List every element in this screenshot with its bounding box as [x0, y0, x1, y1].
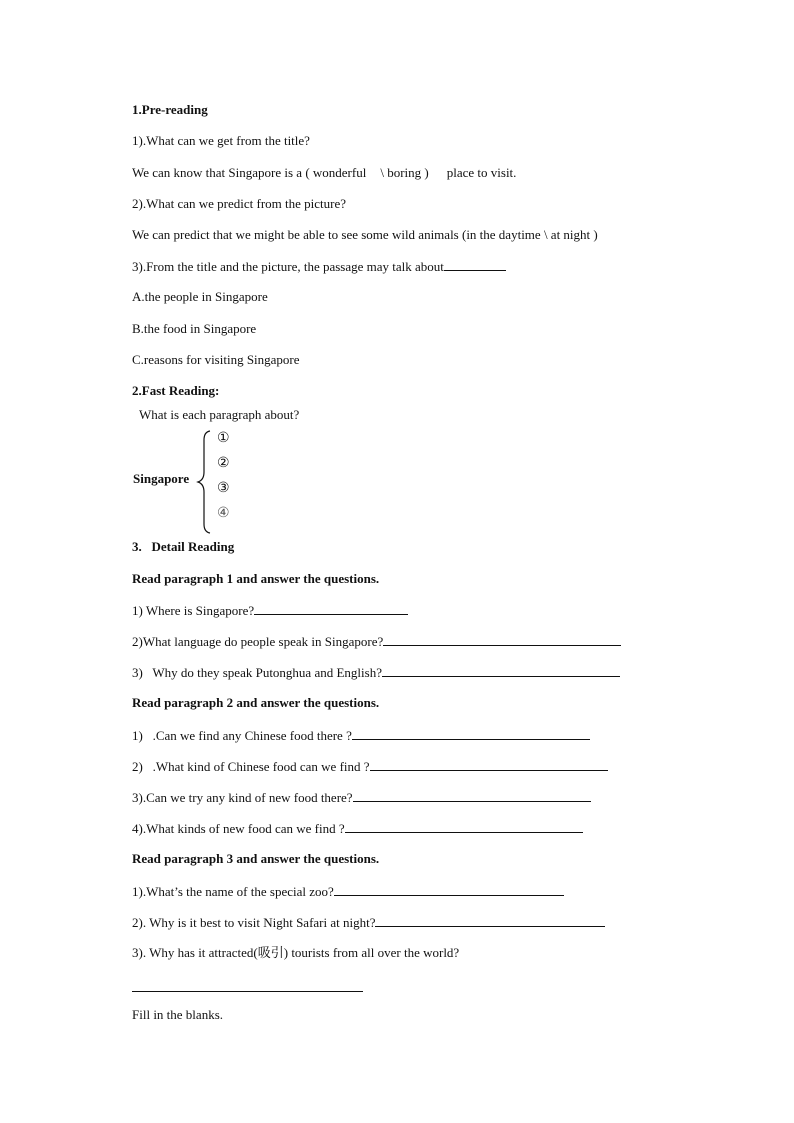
answer-blank[interactable]: [132, 991, 363, 992]
fill-in-blanks-instruction: Fill in the blanks.: [132, 1007, 223, 1022]
paragraph-marker-1: ①: [217, 431, 230, 446]
p1-question-1: [132, 602, 408, 619]
brace-label-singapore: Singapore: [133, 471, 190, 486]
p2-question-2-text: 2) .What kind of Chinese food can we find ?: [132, 759, 370, 774]
question-title: 1).What can we get from the title?: [132, 133, 310, 148]
answer-blank[interactable]: [334, 883, 564, 896]
answer-title-end: place to visit.: [446, 165, 517, 180]
paragraph-marker-2: ②: [217, 456, 230, 471]
section-heading-fast-reading: 2.Fast Reading:: [132, 383, 220, 398]
p3-question-1-text: 1).What’s the name of the special zoo?: [132, 884, 334, 899]
p1-question-1-text: 1) Where is Singapore?: [132, 603, 255, 618]
answer-title: [132, 165, 516, 181]
p2-question-2: [132, 758, 608, 775]
p2-question-3: [132, 789, 591, 806]
paragraph-2-heading: Read paragraph 2 and answer the questions.: [132, 695, 380, 710]
answer-blank[interactable]: [352, 727, 590, 740]
p2-question-4-text: 4).What kinds of new food can we find ?: [132, 821, 345, 836]
answer-blank[interactable]: [382, 664, 620, 677]
p3-question-1: [132, 883, 564, 900]
answer-title-start: We can know that Singapore is a ( wonderful: [132, 165, 367, 180]
answer-blank[interactable]: [370, 758, 608, 771]
paragraph-3-heading: Read paragraph 3 and answer the questions.: [132, 851, 380, 866]
option-a: A.the people in Singapore: [132, 289, 268, 304]
answer-title-option: \ boring ): [380, 165, 429, 180]
p1-question-2-text: 2)What language do people speak in Singapore?: [132, 634, 384, 649]
answer-picture: We can predict that we might be able to see some wild animals (in the daytime \ at night ): [132, 227, 598, 242]
p1-question-3: [132, 664, 620, 681]
p2-question-1-text: 1) .Can we find any Chinese food there ?: [132, 728, 352, 743]
answer-blank[interactable]: [353, 789, 591, 802]
answer-blank[interactable]: [345, 820, 583, 833]
answer-blank[interactable]: [383, 633, 621, 646]
paragraph-marker-3: ③: [217, 481, 230, 496]
p2-question-4: [132, 820, 583, 837]
answer-blank[interactable]: [444, 258, 506, 271]
p3-question-3: 3). Why has it attracted(吸引) tourists from all over the world?: [132, 945, 460, 960]
p3-question-2-text: 2). Why is it best to visit Night Safari at night?: [132, 915, 376, 930]
section-heading-pre-reading: 1.Pre-reading: [132, 102, 208, 117]
p1-question-3-text: 3) Why do they speak Putonghua and English?: [132, 665, 382, 680]
paragraph-1-heading: Read paragraph 1 and answer the questions.: [132, 571, 380, 586]
question-passage-topic: [132, 258, 506, 275]
p2-question-1: [132, 727, 590, 744]
p2-question-3-text: 3).Can we try any kind of new food there?: [132, 790, 353, 805]
answer-blank[interactable]: [254, 602, 408, 615]
fast-reading-question: What is each paragraph about?: [139, 407, 300, 422]
p3-question-2: [132, 914, 605, 931]
section-heading-detail-reading: 3. Detail Reading: [132, 539, 235, 554]
p1-question-2: [132, 633, 621, 650]
question-picture: 2).What can we predict from the picture?: [132, 196, 347, 211]
answer-blank[interactable]: [375, 914, 605, 927]
option-c: C.reasons for visiting Singapore: [132, 352, 300, 367]
option-b: B.the food in Singapore: [132, 321, 257, 336]
question-passage-topic-text: 3).From the title and the picture, the passage may talk about: [132, 259, 444, 274]
curly-brace: [196, 430, 212, 534]
paragraph-marker-4: ④: [217, 506, 230, 521]
